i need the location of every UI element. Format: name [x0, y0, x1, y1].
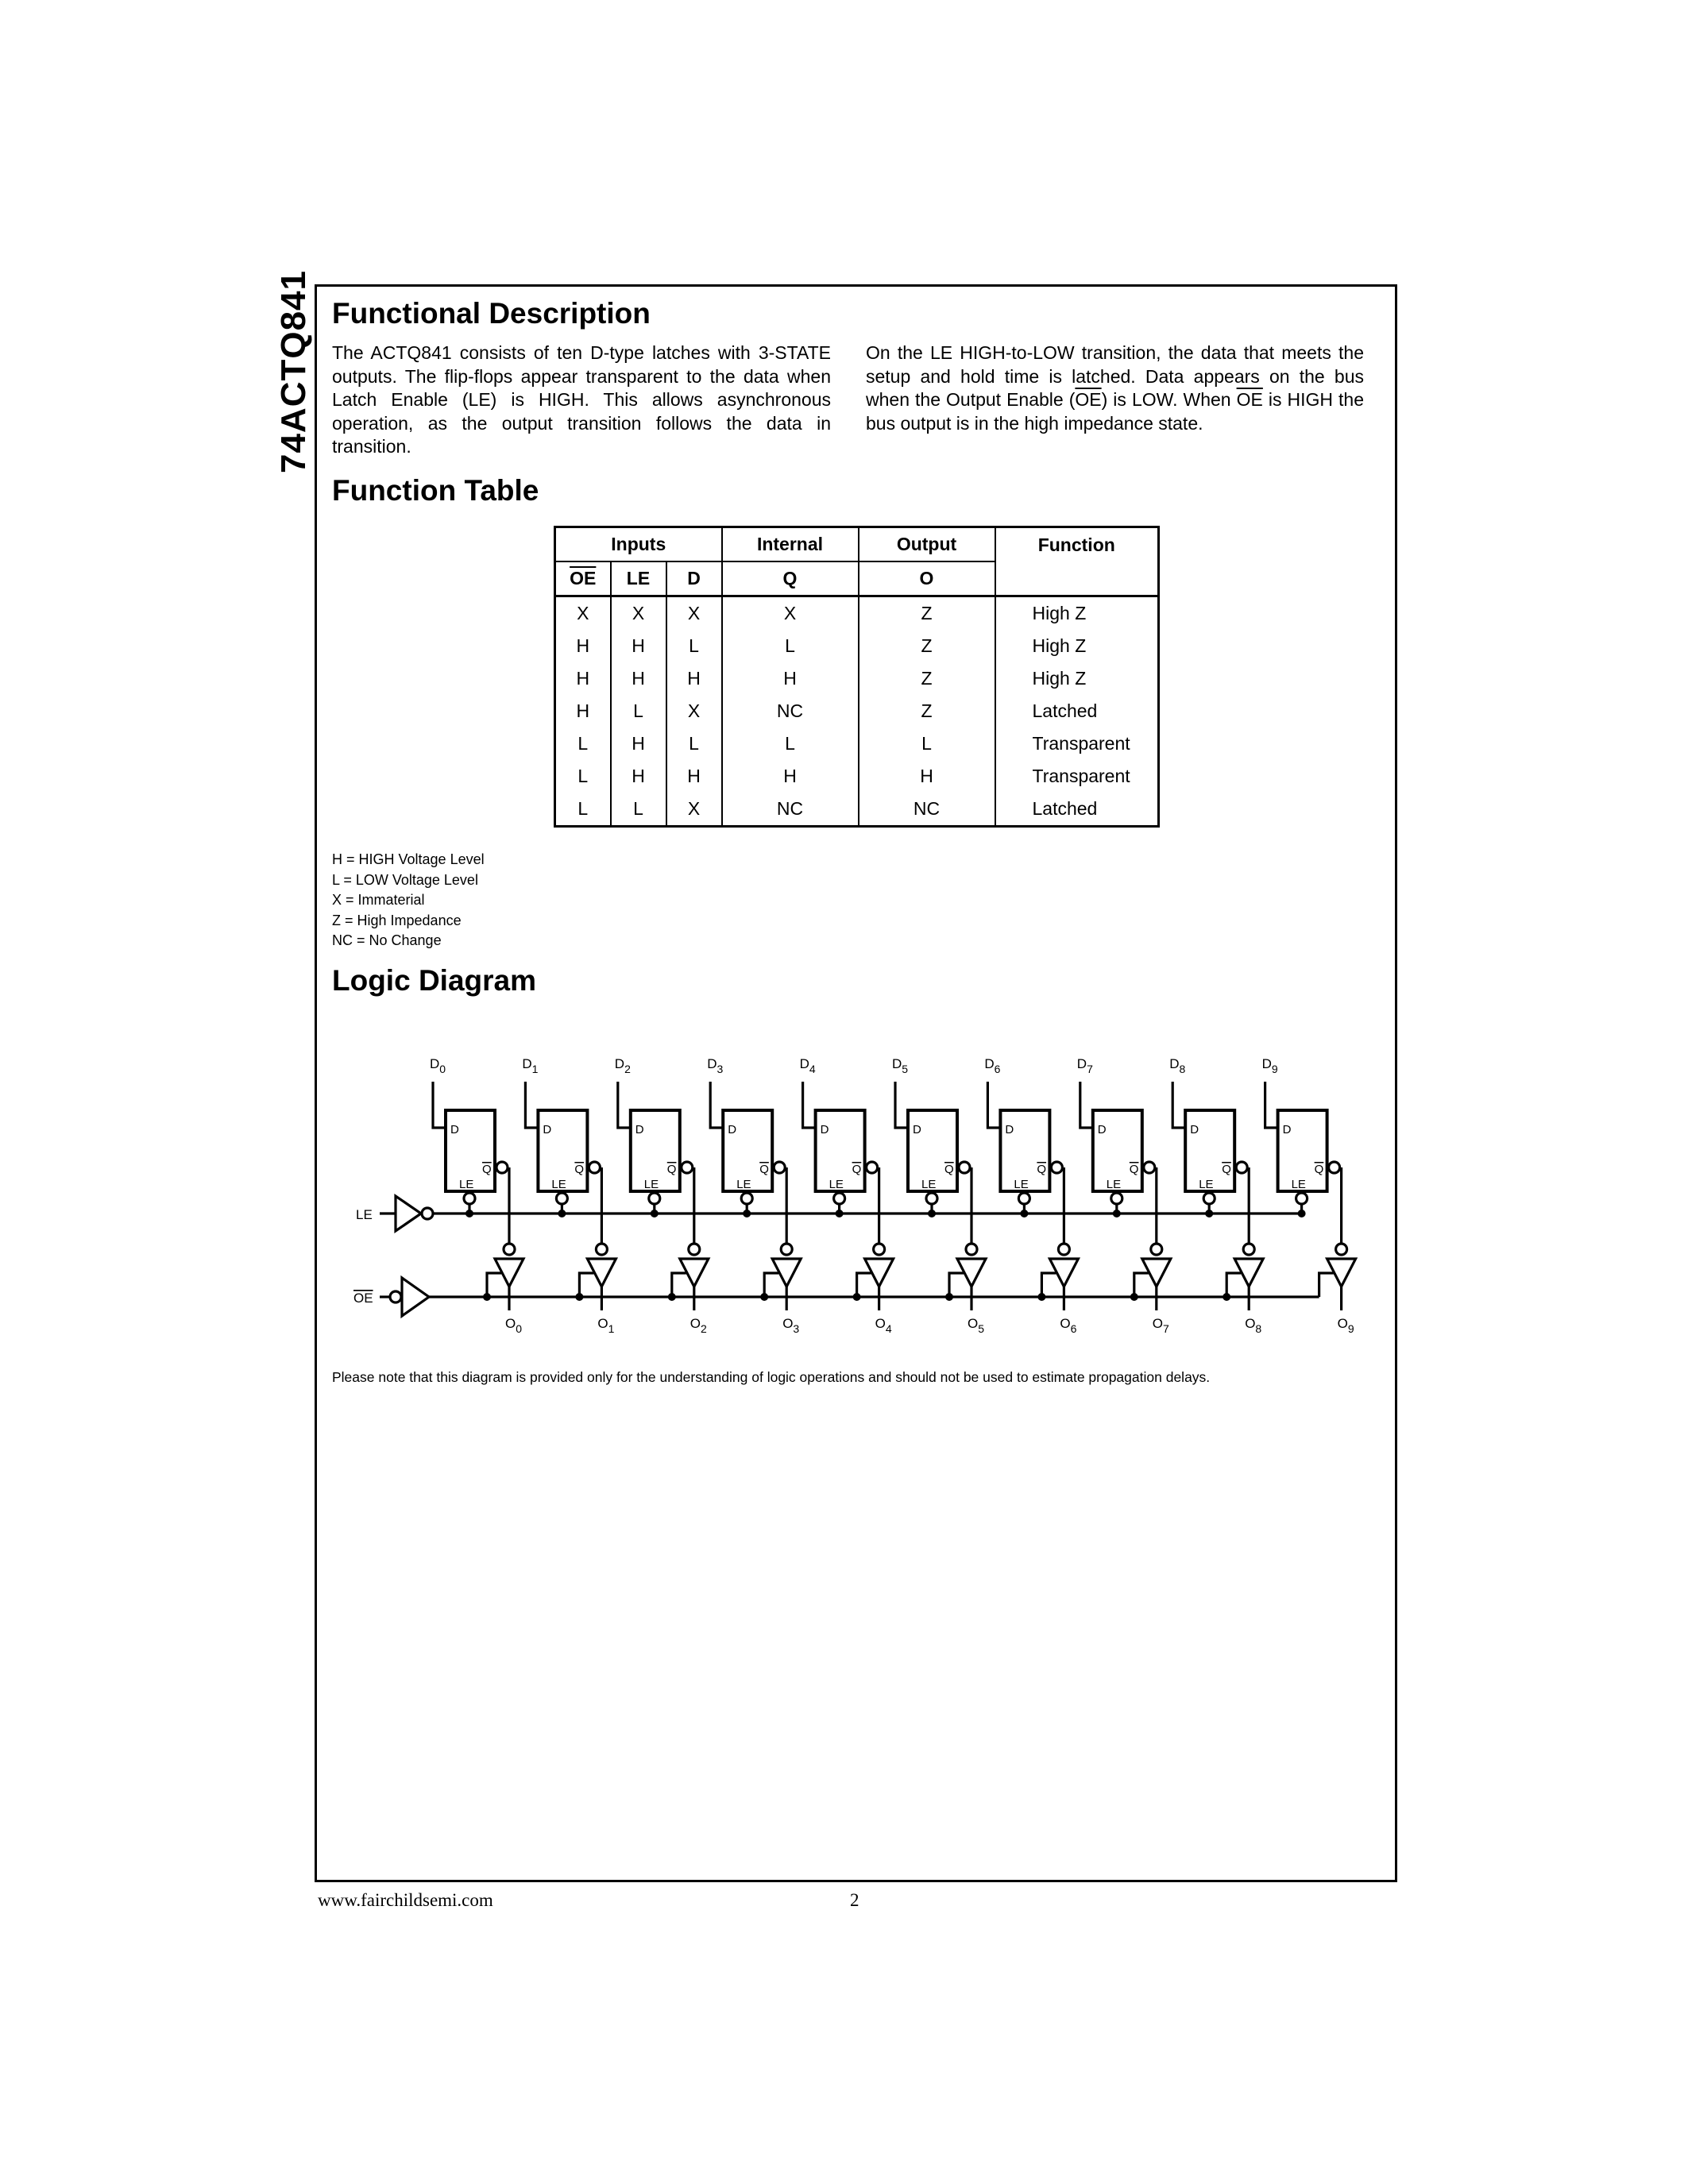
cell-o: H [859, 760, 995, 793]
cell-d: X [666, 793, 722, 827]
part-number-side-title [274, 269, 314, 474]
data-input-wire [525, 1082, 538, 1128]
data-input-label: $D_0$ [430, 1056, 446, 1075]
data-input-wire [895, 1082, 908, 1128]
latch-le-pin-label: LE [736, 1178, 751, 1191]
oe-enable-wire [1226, 1273, 1241, 1297]
legend-item: X = Immaterial [332, 892, 425, 908]
latch-le-pin-label: LE [829, 1178, 844, 1191]
le-inverter-bubble [422, 1208, 433, 1219]
part-number-text: 74ACTQ841 [274, 269, 313, 474]
cell-function: High Z [995, 596, 1159, 631]
buffer-input-bubble [874, 1244, 885, 1255]
cell-oe: H [555, 662, 611, 695]
cell-d: X [666, 596, 722, 631]
latch-le-bubble [556, 1193, 567, 1204]
cell-q: NC [722, 695, 859, 727]
header-output: Output [859, 527, 995, 562]
oe-enable-wire [1041, 1273, 1056, 1297]
cell-function: Transparent [995, 727, 1159, 760]
latch-qbar-pin-label: Q [1129, 1163, 1139, 1176]
data-input-wire [1172, 1082, 1185, 1128]
cell-oe: H [555, 695, 611, 727]
latch-d-pin-label: D [1282, 1123, 1292, 1136]
latch-d-pin-label: D [635, 1123, 644, 1136]
latch-d-pin-label: D [820, 1123, 829, 1136]
latch-qbar-pin-label: Q [1314, 1163, 1324, 1176]
latch-qbar-pin-label: Q [482, 1163, 492, 1176]
data-input-wire [803, 1082, 816, 1128]
buffer-input-bubble [1336, 1244, 1347, 1255]
cell-q: NC [722, 793, 859, 827]
latch-d-pin-label: D [1005, 1123, 1014, 1136]
output-label: $O_8$ [1245, 1316, 1262, 1335]
function-table [554, 526, 1160, 828]
latch-le-pin-label: LE [1106, 1178, 1122, 1191]
output-label: $O_3$ [782, 1316, 800, 1335]
cell-function: Transparent [995, 760, 1159, 793]
legend-item: NC = No Change [332, 932, 442, 948]
data-input-label: $D_1$ [522, 1056, 539, 1075]
buffer-input-bubble [689, 1244, 700, 1255]
cell-o: Z [859, 596, 995, 631]
latch-qbar-pin-label: Q [666, 1163, 677, 1176]
cell-function: Latched [995, 793, 1159, 827]
cell-oe: L [555, 727, 611, 760]
buffer-input-bubble [1151, 1244, 1162, 1255]
qbar-output-bubble [1329, 1162, 1340, 1173]
cell-le: X [611, 596, 666, 631]
output-label: $O_5$ [968, 1316, 985, 1335]
cell-d: L [666, 727, 722, 760]
cell-le: H [611, 662, 666, 695]
table-row [555, 695, 1159, 727]
oe-buffer-icon [402, 1278, 429, 1316]
data-input-label: $D_5$ [892, 1056, 909, 1075]
output-label: $O_2$ [689, 1316, 707, 1335]
latch-qbar-pin-label: Q [759, 1163, 769, 1176]
latch-qbar-pin-label: Q [1222, 1163, 1231, 1176]
cell-q: H [722, 760, 859, 793]
table-row [555, 793, 1159, 827]
data-input-wire [1265, 1082, 1278, 1128]
text-segment: ) is LOW. When [1101, 389, 1237, 410]
cell-le: H [611, 630, 666, 662]
data-input-wire [618, 1082, 631, 1128]
qbar-output-bubble [867, 1162, 878, 1173]
qbar-output-bubble [774, 1162, 785, 1173]
oe-overline-text: $\overline{OE}$ [1236, 389, 1263, 410]
le-input-label: LE [356, 1207, 373, 1222]
data-input-label: $D_9$ [1261, 1056, 1278, 1075]
header-function: Function [995, 527, 1159, 596]
cell-d: L [666, 630, 722, 662]
oe-input-label: OE [353, 1291, 373, 1306]
latch-qbar-pin-label: Q [944, 1163, 954, 1176]
oe-enable-wire [764, 1273, 778, 1297]
cell-o: L [859, 727, 995, 760]
latch-qbar-pin-label: Q [574, 1163, 585, 1176]
qbar-output-bubble [1144, 1162, 1155, 1173]
functional-description-left-paragraph: The ACTQ841 consists of ten D-type latches with 3-STATE outputs. The flip-flops appear transparent to the data when Latch Enable (LE) is HIGH. This allows asynchronous operation, as the output transition follows the data in transition. [332, 342, 831, 457]
data-input-label: $D_3$ [707, 1056, 724, 1075]
latch-d-pin-label: D [450, 1123, 459, 1136]
buffer-input-bubble [1058, 1244, 1069, 1255]
text-segment: On the LE HIGH-to-LOW transition, the data that meets the setup and hold time is latched. Data appears on the bus when the Output Enable ( [866, 342, 1364, 410]
cell-o: NC [859, 793, 995, 827]
legend-item: H = HIGH Voltage Level [332, 851, 485, 867]
table-row [555, 662, 1159, 695]
data-input-wire [710, 1082, 723, 1128]
latch-le-pin-label: LE [921, 1178, 937, 1191]
header-le: LE [611, 561, 666, 596]
latch-le-bubble [741, 1193, 752, 1204]
oe-enable-wire [1319, 1273, 1334, 1297]
latch-le-bubble [1018, 1193, 1029, 1204]
cell-oe: L [555, 760, 611, 793]
data-input-wire [987, 1082, 1000, 1128]
cell-function: High Z [995, 630, 1159, 662]
data-input-wire [433, 1082, 446, 1128]
oe-enable-wire [672, 1273, 686, 1297]
latch-le-bubble [1296, 1193, 1308, 1204]
function-table-heading: Function Table [332, 474, 539, 507]
latch-le-pin-label: LE [1014, 1178, 1029, 1191]
cell-oe: H [555, 630, 611, 662]
qbar-output-bubble [959, 1162, 970, 1173]
qbar-output-bubble [1236, 1162, 1247, 1173]
cell-q: L [722, 727, 859, 760]
oe-enable-wire [487, 1273, 501, 1297]
latch-le-bubble [464, 1193, 475, 1204]
cell-o: Z [859, 630, 995, 662]
data-input-label: $D_7$ [1076, 1056, 1093, 1075]
latch-le-pin-label: LE [1199, 1178, 1214, 1191]
logic-diagram-heading: Logic Diagram [332, 964, 536, 997]
cell-oe: L [555, 793, 611, 827]
diagram-note: Please note that this diagram is provided only for the understanding of logic operations and should not be used to estimate propagation delays. [332, 1369, 1211, 1385]
cell-d: H [666, 760, 722, 793]
functional-description-heading: Functional Description [332, 297, 651, 330]
header-inputs: Inputs [555, 527, 722, 562]
cell-oe: X [555, 596, 611, 631]
table-row [555, 760, 1159, 793]
cell-q: X [722, 596, 859, 631]
buffer-input-bubble [504, 1244, 515, 1255]
buffer-input-bubble [596, 1244, 607, 1255]
cell-d: X [666, 695, 722, 727]
latch-le-bubble [649, 1193, 660, 1204]
footer-url: www.fairchildsemi.com [318, 1890, 493, 1910]
cell-q: L [722, 630, 859, 662]
cell-o: Z [859, 662, 995, 695]
oe-enable-wire [949, 1273, 964, 1297]
buffer-input-bubble [781, 1244, 792, 1255]
output-label: $O_1$ [597, 1316, 615, 1335]
cell-le: H [611, 727, 666, 760]
cell-le: L [611, 793, 666, 827]
output-label: $O_6$ [1060, 1316, 1077, 1335]
oe-enable-wire [579, 1273, 593, 1297]
output-label: $O_4$ [875, 1316, 892, 1335]
oe-overline-text: $\overline{OE}$ [1075, 389, 1102, 410]
latch-qbar-pin-label: Q [1037, 1163, 1047, 1176]
legend-item: L = LOW Voltage Level [332, 871, 478, 888]
output-label: $O_9$ [1337, 1316, 1354, 1335]
table-row [555, 596, 1159, 631]
data-input-wire [1080, 1082, 1093, 1128]
data-input-label: $D_4$ [799, 1056, 816, 1075]
cell-le: L [611, 695, 666, 727]
buffer-input-bubble [1243, 1244, 1254, 1255]
data-input-label: $D_2$ [614, 1056, 631, 1075]
latch-le-bubble [1203, 1193, 1215, 1204]
buffer-input-bubble [966, 1244, 977, 1255]
latch-qbar-pin-label: Q [852, 1163, 862, 1176]
latch-le-pin-label: LE [643, 1178, 659, 1191]
latch-le-pin-label: LE [459, 1178, 474, 1191]
latch-d-pin-label: D [728, 1123, 737, 1136]
cell-q: H [722, 662, 859, 695]
header-oe [555, 561, 611, 596]
latch-le-bubble [834, 1193, 845, 1204]
latch-le-pin-label: LE [551, 1178, 566, 1191]
latch-d-pin-label: D [1190, 1123, 1199, 1136]
cell-le: H [611, 760, 666, 793]
oe-inverter-bubble [390, 1291, 401, 1302]
latch-le-pin-label: LE [1291, 1178, 1306, 1191]
cell-function: Latched [995, 695, 1159, 727]
table-row [555, 727, 1159, 760]
data-input-label: $D_6$ [984, 1056, 1001, 1075]
latch-d-pin-label: D [913, 1123, 921, 1136]
qbar-output-bubble [496, 1162, 508, 1173]
oe-overline-text: $\overline{OE}$ [570, 568, 597, 588]
legend-item: Z = High Impedance [332, 912, 462, 928]
text-segment: is HIGH the bus output is in the high impedance state. [866, 389, 1364, 434]
cell-o: Z [859, 695, 995, 727]
latch-d-pin-label: D [543, 1123, 552, 1136]
functional-description-right-paragraph [866, 341, 1364, 435]
oe-enable-wire [1134, 1273, 1149, 1297]
le-buffer-icon [396, 1196, 421, 1231]
qbar-output-bubble [682, 1162, 693, 1173]
output-label: $O_7$ [1152, 1316, 1169, 1335]
page-number: 2 [850, 1890, 859, 1910]
cell-function: High Z [995, 662, 1159, 695]
qbar-output-bubble [589, 1162, 600, 1173]
header-o: O [859, 561, 995, 596]
header-d: D [666, 561, 722, 596]
latch-d-pin-label: D [1097, 1123, 1107, 1136]
header-q: Q [722, 561, 859, 596]
function-table-legend [332, 850, 485, 951]
qbar-output-bubble [1051, 1162, 1062, 1173]
cell-d: H [666, 662, 722, 695]
logic-diagram [342, 1040, 1374, 1350]
output-label: $O_0$ [505, 1316, 523, 1335]
header-internal: Internal [722, 527, 859, 562]
data-input-label: $D_8$ [1169, 1056, 1186, 1075]
latch-le-bubble [926, 1193, 937, 1204]
table-row [555, 630, 1159, 662]
latch-le-bubble [1111, 1193, 1122, 1204]
oe-enable-wire [857, 1273, 871, 1297]
